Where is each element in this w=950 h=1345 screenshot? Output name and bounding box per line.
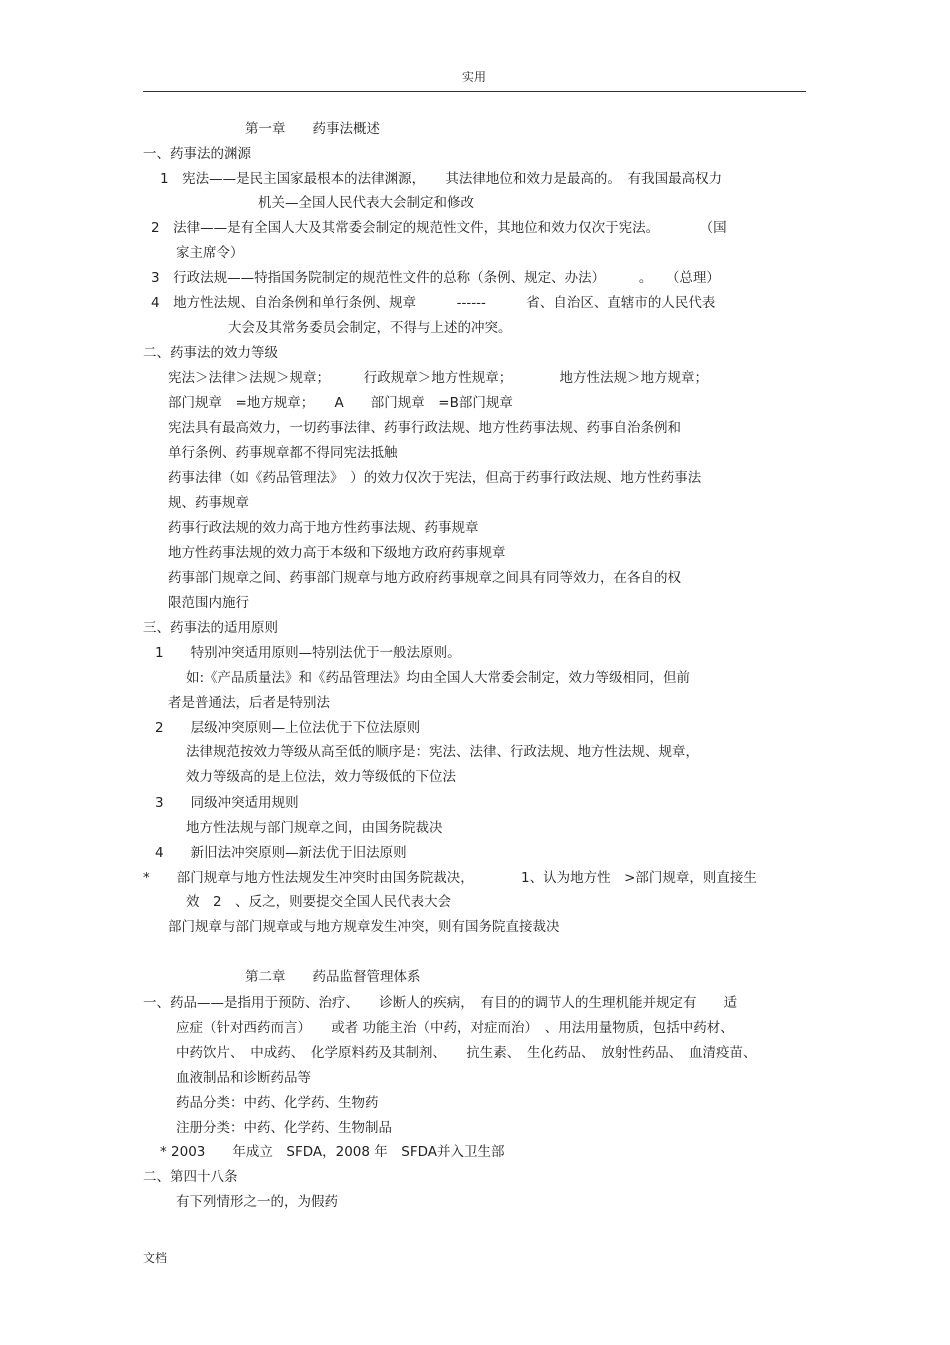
paragraph-line: 部门规章 =地方规章； A 部门规章 =B部门规章 (168, 395, 513, 411)
note-line-cont: 效 2 、反之，则要提交全国人民代表大会 (186, 894, 452, 910)
paragraph-line: 宪法具有最高效力，一切药事法律、药事行政法规、地方性药事法规、药事自治条例和 (168, 420, 681, 436)
page-footer: 文档 (143, 1251, 168, 1265)
chapter-2-title: 第二章 药品监督管理体系 (245, 969, 421, 985)
list-item-cont: 地方性法规与部门规章之间，由国务院裁决 (186, 820, 443, 836)
list-item-cont: 法律规范按效力等级从高至低的顺序是：宪法、法律、行政法规、地方性法规、规章， (186, 744, 699, 760)
list-item-cont: 机关—全国人民代表大会制定和修改 (258, 195, 474, 211)
list-item: 1 特别冲突适用原则—特别法优于一般法原则。 (155, 645, 461, 661)
section-heading: 三、药事法的适用原则 (143, 620, 278, 636)
paragraph-line: 地方性药事法规的效力高于本级和下级地方政府药事规章 (168, 545, 506, 561)
list-item: 4 地方性法规、自治条例和单行条例、规章 ------ 省、自治区、直辖市的人民代表 (151, 295, 716, 311)
list-item-cont: 者是普通法，后者是特别法 (168, 695, 330, 711)
paragraph-line: 宪法＞法律＞法规＞规章； 行政规章＞地方性规章； 地方性法规＞地方规章； (168, 370, 708, 386)
paragraph-line: 中药饮片、 中成药、 化学原料药及其制剂、 抗生素、 生化药品、 放射性药品、 血清疫苗、 (176, 1045, 757, 1061)
section-heading: 一、药品——是指用于预防、治疗、 诊断人的疾病， 有目的的调节人的生理机能并规定有 适 (143, 995, 737, 1011)
paragraph-line: 应症（针对西药而言） 或者 功能主治（中药，对症而治） 、用法用量物质，包括中药材、 (176, 1020, 734, 1036)
paragraph-line: 有下列情形之一的，为假药 (176, 1194, 338, 1210)
paragraph-line: 药事法律（如《药品管理法》 ）的效力仅次于宪法，但高于药事行政法规、地方性药事法 (168, 470, 702, 486)
section-heading: 二、药事法的效力等级 (143, 345, 278, 361)
paragraph-line: 血液制品和诊断药品等 (176, 1070, 311, 1086)
paragraph-line: 单行条例、药事规章都不得同宪法抵触 (168, 445, 398, 461)
list-item-cont: 如:《产品质量法》和《药品管理法》均由全国人大常委会制定，效力等级相同，但前 (186, 670, 691, 686)
chapter-1-title: 第一章 药事法概述 (245, 121, 380, 137)
list-item-cont: 大会及其常务委员会制定，不得与上述的冲突。 (228, 320, 512, 336)
paragraph-line: 部门规章与部门规章或与地方规章发生冲突，则有国务院直接裁决 (168, 919, 560, 935)
paragraph-line: 限范围内施行 (168, 595, 249, 611)
list-item: 3 行政法规——特指国务院制定的规范性文件的总称（条例、规定、办法） 。 （总理） (151, 270, 720, 286)
list-item: 2 法律——是有全国人大及其常委会制定的规范性文件，其地位和效力仅次于宪法。 （国 (151, 220, 727, 236)
header-rule (143, 91, 806, 92)
note-line: * 部门规章与地方性法规发生冲突时由国务院裁决， 1、认为地方性 >部门规章，则直接生 (143, 870, 757, 886)
list-item: 3 同级冲突适用规则 (155, 795, 299, 811)
list-item-cont: 家主席令） (176, 245, 244, 261)
list-item: 4 新旧法冲突原则—新法优于旧法原则 (155, 845, 407, 861)
list-item: 2 层级冲突原则—上位法优于下位法原则 (155, 720, 421, 736)
list-item: 1 宪法——是民主国家最根本的法律渊源， 其法律地位和效力是最高的。 有我国最高权力 (160, 171, 723, 187)
section-heading: 一、药事法的渊源 (143, 146, 251, 162)
paragraph-line: 药事行政法规的效力高于地方性药事法规、药事规章 (168, 520, 479, 536)
note-line: * 2003 年成立 SFDA，2008 年 SFDA并入卫生部 (160, 1144, 505, 1160)
paragraph-line: 药品分类：中药、化学药、生物药 (176, 1095, 379, 1111)
section-heading: 二、第四十八条 (143, 1169, 238, 1185)
paragraph-line: 药事部门规章之间、药事部门规章与地方政府药事规章之间具有同等效力，在各自的权 (168, 570, 681, 586)
paragraph-line: 规、药事规章 (168, 495, 249, 511)
paragraph-line: 注册分类：中药、化学药、生物制品 (176, 1120, 392, 1136)
page-header: 实用 (462, 70, 487, 84)
list-item-cont: 效力等级高的是上位法，效力等级低的下位法 (186, 769, 456, 785)
